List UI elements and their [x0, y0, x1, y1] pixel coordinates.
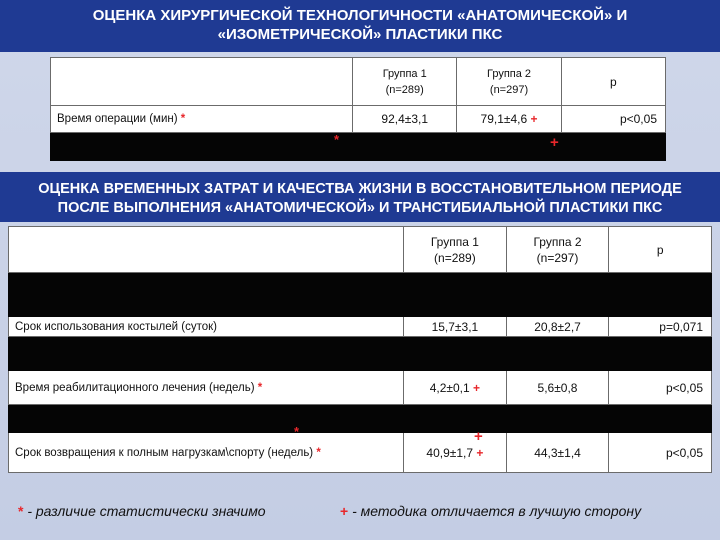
value-group1	[404, 433, 507, 473]
value-text: 40,9±1,7	[426, 445, 474, 460]
header-text: (n=297)	[536, 250, 579, 265]
value-text: 79,1±4,6	[480, 112, 528, 126]
footnote-text: - методика отличается в лучшую сторону	[348, 503, 642, 519]
table-row	[9, 371, 712, 405]
header-text: р	[656, 242, 664, 257]
black-separator-cell	[9, 337, 712, 371]
title-line: ПОСЛЕ ВЫПОЛНЕНИЯ «АНАТОМИЧЕСКОЙ» И ТРАНСТИБИАЛЬНОЙ ПЛАСТИКИ ПКС	[57, 200, 663, 216]
better-method-mark: +	[550, 134, 559, 151]
table-header-row	[51, 58, 666, 106]
title-banner-surgical	[0, 0, 720, 52]
better-method-mark: +	[474, 428, 483, 445]
table-row	[9, 433, 712, 473]
header-text: (n=297)	[489, 83, 529, 96]
value-p: p=0,071	[609, 317, 712, 337]
value-group1: 15,7±3,1	[404, 317, 507, 337]
black-separator-cell	[9, 273, 712, 317]
header-group1	[404, 227, 507, 273]
black-separator-cell	[9, 405, 712, 433]
header-empty-cell	[51, 58, 353, 106]
better-method-mark: +	[340, 503, 349, 519]
row-label-text: Срок возвращения к полным нагрузкам\спорту (недель)	[15, 446, 314, 459]
table-row	[9, 317, 712, 337]
header-text: Группа 2	[487, 67, 532, 80]
footnote-significance	[18, 503, 266, 519]
value-p: p<0,05	[609, 371, 712, 405]
row-label	[9, 433, 404, 473]
better-method-mark: +	[473, 380, 481, 395]
header-text: р	[610, 74, 617, 89]
header-p	[609, 227, 712, 273]
value-group2: 44,3±1,4	[506, 433, 609, 473]
significance-mark: *	[18, 503, 24, 519]
significance-mark: *	[180, 113, 186, 125]
value-p: p<0,05	[561, 106, 665, 133]
table-row	[51, 106, 666, 133]
surgical-table	[50, 57, 666, 161]
significance-mark: *	[334, 132, 340, 147]
black-separator-row	[9, 337, 712, 371]
header-text: Группа 1	[382, 67, 427, 80]
header-group2	[506, 227, 609, 273]
row-label-text: Время операции (мин)	[57, 113, 178, 125]
header-text: (n=289)	[385, 83, 424, 96]
value-group1	[404, 371, 507, 405]
title-line: «ИЗОМЕТРИЧЕСКОЙ» ПЛАСТИКИ ПКС	[217, 26, 503, 43]
significance-mark: *	[316, 446, 321, 459]
table-header-row	[9, 227, 712, 273]
value-group2: 20,8±2,7	[506, 317, 609, 337]
row-label-text: Срок использования костылей (суток)	[15, 320, 217, 333]
header-group2	[457, 58, 561, 106]
footnote-text: - различие статистически значимо	[23, 503, 266, 519]
value-group1: 92,4±3,1	[353, 106, 457, 133]
title-line: ОЦЕНКА ХИРУРГИЧЕСКОЙ ТЕХНОЛОГИЧНОСТИ «АНАТОМИЧЕСКОЙ» И	[92, 7, 628, 24]
header-text: Группа 2	[533, 234, 582, 249]
recovery-table	[8, 226, 712, 473]
value-text: 4,2±0,1	[429, 380, 470, 395]
header-text: (n=289)	[434, 250, 476, 265]
header-group1	[353, 58, 457, 106]
header-p	[561, 58, 665, 106]
black-separator-cell	[51, 133, 666, 161]
value-group2	[457, 106, 561, 133]
black-separator-row	[9, 273, 712, 317]
title-banner-recovery	[0, 172, 720, 222]
row-label-text: Время реабилитационного лечения (недель)	[15, 381, 255, 394]
row-label	[9, 371, 404, 405]
significance-mark: *	[294, 424, 300, 439]
value-p: p<0,05	[609, 433, 712, 473]
better-method-mark: +	[476, 445, 484, 460]
value-group2: 5,6±0,8	[506, 371, 609, 405]
black-separator-row	[51, 133, 666, 161]
row-label	[9, 317, 404, 337]
footnote-better-method	[340, 503, 641, 519]
header-text: Группа 1	[430, 234, 479, 249]
better-method-mark: +	[530, 112, 538, 126]
header-empty-cell	[9, 227, 404, 273]
row-label	[51, 106, 353, 133]
significance-mark: *	[257, 381, 263, 394]
black-separator-row	[9, 405, 712, 433]
title-line: ОЦЕНКА ВРЕМЕННЫХ ЗАТРАТ И КАЧЕСТВА ЖИЗНИ В ВОССТАНОВИТЕЛЬНОМ ПЕРИОДЕ	[38, 181, 682, 197]
